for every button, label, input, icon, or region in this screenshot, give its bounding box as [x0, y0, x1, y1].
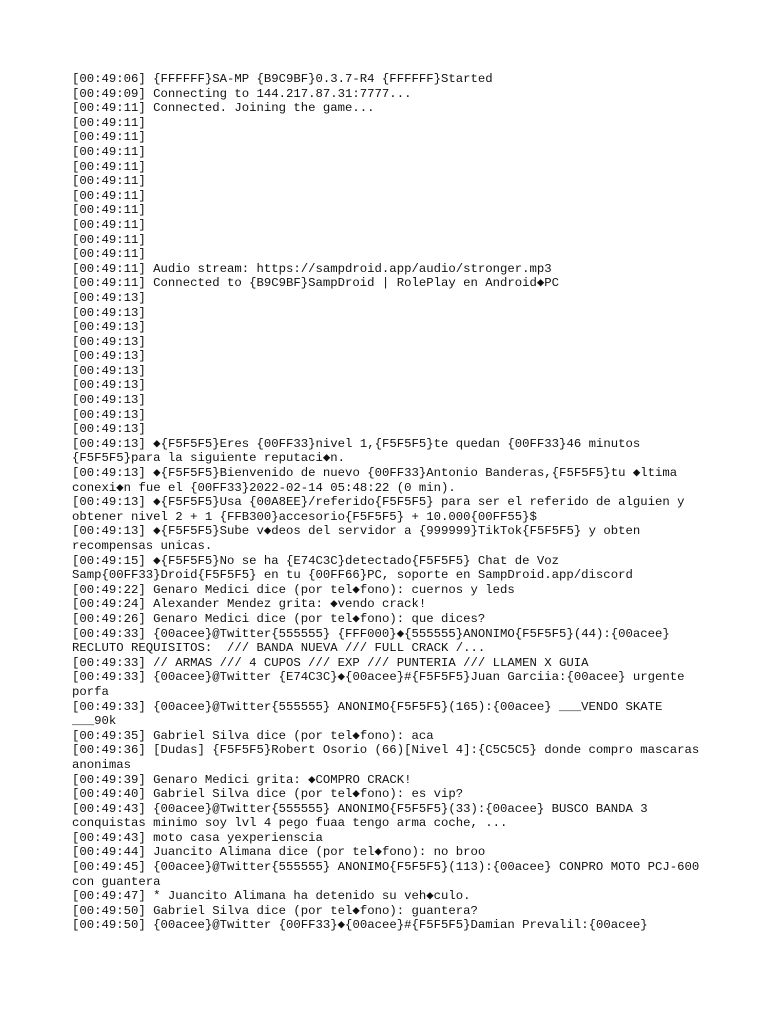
- log-line: [00:49:15] ◆{F5F5F5}No se ha {E74C3C}detectado{F5F5F5} Chat de Voz Samp{00FF33}Droid{F5F5F5} en tu {00FF66}PC, soporte en SampDroid.app/discord: [72, 553, 633, 583]
- log-line: [00:49:11]: [72, 144, 146, 159]
- log-line: [00:49:11]: [72, 130, 146, 145]
- log-line: [00:49:11]: [72, 217, 146, 232]
- log-line: [00:49:43] {00acee}@Twitter{555555} ANONIMO{F5F5F5}(33):{00acee} BUSCO BANDA 3 conquistas minimo soy lvl 4 pego fuaa tengo arma coche, ...: [72, 801, 655, 831]
- log-line: [00:49:13] ◆{F5F5F5}Bienvenido de nuevo {00FF33}Antonio Banderas,{F5F5F5}tu ◆ltima conexi◆n fue el {00FF33}2022-02-14 05:48:22 (0 min).: [72, 466, 685, 495]
- log-line: [00:49:47] * Juancito Alimana ha detenido su veh◆culo.: [72, 889, 471, 904]
- log-line: [00:49:13]: [72, 334, 146, 349]
- log-line: [00:49:36] [Dudas] {F5F5F5}Robert Osorio (66)[Nivel 4]:{C5C5C5} donde compro mascaras anonimas: [72, 743, 707, 772]
- log-line: [00:49:13]: [72, 393, 146, 408]
- log-line: [00:49:06] {FFFFFF}SA-MP {B9C9BF}0.3.7-R4 {FFFFFF}Started: [72, 72, 493, 86]
- log-line: [00:49:13]: [72, 305, 146, 320]
- log-line: [00:49:26] Genaro Medici dice (por tel◆fono): que dices?: [72, 611, 486, 626]
- log-line: [00:49:11]: [72, 247, 146, 262]
- log-line: [00:49:11]: [72, 174, 146, 189]
- log-line: [00:49:13] ◆{F5F5F5}Sube v◆deos del servidor a {999999}TikTok{F5F5F5} y obten recompensas unicas.: [72, 524, 648, 553]
- log-line: [00:49:11]: [72, 203, 146, 218]
- chat-log-document: [72, 72, 707, 933]
- log-line: [00:49:13]: [72, 378, 146, 393]
- log-line: [00:49:44] Juancito Alimana dice (por tel◆fono): no broo: [72, 845, 486, 860]
- log-line: [00:49:45] {00acee}@Twitter{555555} ANONIMO{F5F5F5}(113):{00acee} CONPRO MOTO PCJ-600 con guantera: [72, 860, 707, 889]
- log-line: [00:49:33] {00acee}@Twitter{555555} {FFF000}◆{555555}ANONIMO{F5F5F5}(44):{00acee} RECLUTO REQUISITOS: /// BANDA NUEVA /// FULL CRACK /...: [72, 626, 678, 656]
- log-line: [00:49:11]: [72, 159, 146, 174]
- log-line: [00:49:50] {00acee}@Twitter {00FF33}◆{00acee}#{F5F5F5}Damian Prevalil:{00acee}: [72, 918, 648, 933]
- log-line: [00:49:13]: [72, 290, 146, 305]
- log-line: [00:49:09] Connecting to 144.217.87.31:7777...: [72, 86, 412, 101]
- log-line: [00:49:13] ◆{F5F5F5}Eres {00FF33}nivel 1,{F5F5F5}te quedan {00FF33}46 minutos {F5F5F5}para la siguiente reputaci◆n.: [72, 436, 648, 466]
- log-line: [00:49:11]: [72, 232, 146, 247]
- log-line: [00:49:39] Genaro Medici grita: ◆COMPRO CRACK!: [72, 772, 412, 787]
- log-line: [00:49:13]: [72, 363, 146, 378]
- log-line: [00:49:40] Gabriel Silva dice (por tel◆fono): es vip?: [72, 787, 464, 802]
- log-line: [00:49:43] moto casa yexperienscia: [72, 830, 323, 845]
- log-line: [00:49:35] Gabriel Silva dice (por tel◆fono): aca: [72, 728, 434, 743]
- log-line: [00:49:33] // ARMAS /// 4 CUPOS /// EXP /// PUNTERIA /// LLAMEN X GUIA: [72, 655, 589, 670]
- log-line: [00:49:13]: [72, 407, 146, 422]
- log-line: [00:49:33] {00acee}@Twitter {E74C3C}◆{00acee}#{F5F5F5}Juan Garciia:{00acee} urgente porfa: [72, 670, 692, 699]
- log-line: [00:49:11] Audio stream: https://sampdroid.app/audio/stronger.mp3: [72, 261, 552, 276]
- log-line: [00:49:11]: [72, 188, 146, 203]
- log-line: [00:49:22] Genaro Medici dice (por tel◆fono): cuernos y leds: [72, 582, 515, 597]
- log-line: [00:49:11]: [72, 115, 146, 130]
- log-line: [00:49:13]: [72, 422, 146, 437]
- log-line: [00:49:13] ◆{F5F5F5}Usa {00A8EE}/referido{F5F5F5} para ser el referido de alguien y obtener nivel 2 + 1 {FFB300}accesorio{F5F5F5} + 10.000{00FF55}$: [72, 495, 692, 524]
- log-line: [00:49:13]: [72, 320, 146, 335]
- log-line: [00:49:13]: [72, 349, 146, 364]
- log-line: [00:49:11] Connected to {B9C9BF}SampDroid | RolePlay en Android◆PC: [72, 276, 560, 291]
- log-line: [00:49:11] Connected. Joining the game...: [72, 101, 375, 116]
- log-line: [00:49:24] Alexander Mendez grita: ◆vendo crack!: [72, 597, 427, 612]
- log-line: [00:49:33] {00acee}@Twitter{555555} ANONIMO{F5F5F5}(165):{00acee} ___VENDO SKATE ___90k: [72, 699, 670, 729]
- log-line: [00:49:50] Gabriel Silva dice (por tel◆fono): guantera?: [72, 903, 478, 918]
